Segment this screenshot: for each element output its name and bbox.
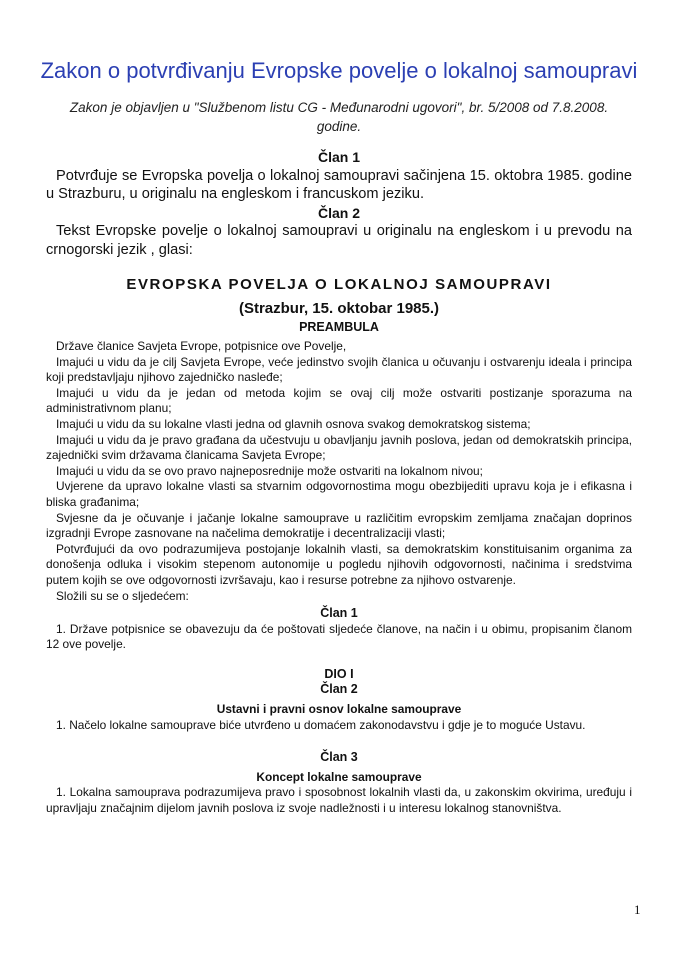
preamble-paragraph: Imajući u vidu da je pravo građana da učestvuju u obavljanju javnih poslova, jedan od demokratskih principa, zajednički svim državama članicama Savjeta Evrope; [46, 432, 632, 463]
article-text: Tekst Evropske povelje o lokalnoj samoupravi u originalu na engleskom i u prevodu na crnogorski jezik , glasi: [46, 223, 632, 258]
charter-place-date: (Strazbur, 15. oktobar 1985.) [238, 300, 440, 317]
preamble-paragraph: Imajući u vidu da je jedan od metoda kojim se ovaj cilj može ostvariti postizanje sporazuma na administrativnom planu; [46, 385, 632, 416]
preamble-paragraph: Imajući u vidu da je cilj Savjeta Evrope, veće jedinstvo svojih članica u očuvanju i ostvarenju ideala i principa koji predstavljaju njihovo zajedničko nasleđe; [46, 354, 632, 385]
document-title: Zakon o potvrđivanju Evropske povelje o lokalnoj samoupravi [40, 58, 638, 83]
part-heading: DIO I [324, 666, 354, 681]
article-text: Potvrđuje se Evropska povelja o lokalnoj samoupravi sačinjena 15. oktobra 1985. godine u Strazburu, u originalu na engleskom i francuskom jeziku. [46, 167, 632, 202]
preamble-paragraph: Imajući u vidu da su lokalne vlasti jedna od glavnih osnova svakog demokratskog sistema; [56, 416, 531, 431]
article-subheading: Koncept lokalne samouprave [256, 769, 422, 784]
page-number: 1 [634, 902, 641, 917]
preamble-paragraph: Imajući u vidu da se ovo pravo najneposrednije može ostvariti na lokalnom nivou; [56, 463, 483, 478]
preamble-heading: PREAMBULA [299, 320, 379, 334]
publication-note: Zakon je objavljen u "Službenom listu CG - Međunarodni ugovori", br. 5/2008 od 7.8.2008. godine. [69, 100, 609, 134]
article-heading: Član 1 [320, 606, 358, 621]
preamble-paragraph: Uvjerene da upravo lokalne vlasti sa stvarnim odgovornostima mogu obezbijediti upravu koja je i efikasna i bliska građanima; [46, 479, 632, 509]
preamble-paragraph: Složili su se o sljedećem: [56, 588, 189, 603]
article-heading: Član 2 [320, 682, 358, 697]
article-text: 1. Lokalna samouprava podrazumijeva pravo i sposobnost lokalnih vlasti da, u zakonskim okvirima, uređuju i upravljaju značajnim dijelom javnih poslova iz svoje nadležnosti i u interesu lokalnog stanovništva. [46, 785, 632, 816]
article-subheading: Ustavni i pravni osnov lokalne samouprave [216, 702, 462, 717]
preamble-paragraph: Države članice Savjeta Evrope, potpisnice ove Povelje, [56, 339, 347, 353]
preamble-paragraph: Potvrđujući da ovo podrazumijeva postojanje lokalnih vlasti, sa demokratskim konstituisanim organima za donošenja odluka i visokim stepenom autonomije u pogledu njihovih odgovornosti, načinima i sredstvima putem kojih se ove odgovornosti izvršavaju, kao i resurse potrebne za njihovo ostvarenje. [46, 541, 632, 587]
article-text: 1. Načelo lokalne samouprave biće utvrđeno u domaćem zakonodavstvu i gdje je to moguće Ustavu. [56, 717, 586, 732]
preamble-body [46, 339, 632, 817]
article-heading: Član 1 [317, 149, 360, 165]
preamble-paragraph: Svjesne da je očuvanje i jačanje lokalne samouprave u različitim evropskim zemljama značajan doprinos izgradnji Evrope zasnovane na načelima demokratije i decentralizaciji vlasti; [46, 510, 632, 541]
article-text: 1. Države potpisnice se obavezuju da će poštovati sljedeće članove, na način i u obimu, propisanim članom 12 ove povelje. [46, 621, 632, 652]
charter-title: EVROPSKA POVELJA O LOKALNOJ SAMOUPRAVI [126, 276, 552, 293]
article-heading: Član 3 [320, 750, 358, 765]
article-heading: Član 2 [317, 204, 360, 221]
law-article-1 [46, 148, 632, 259]
